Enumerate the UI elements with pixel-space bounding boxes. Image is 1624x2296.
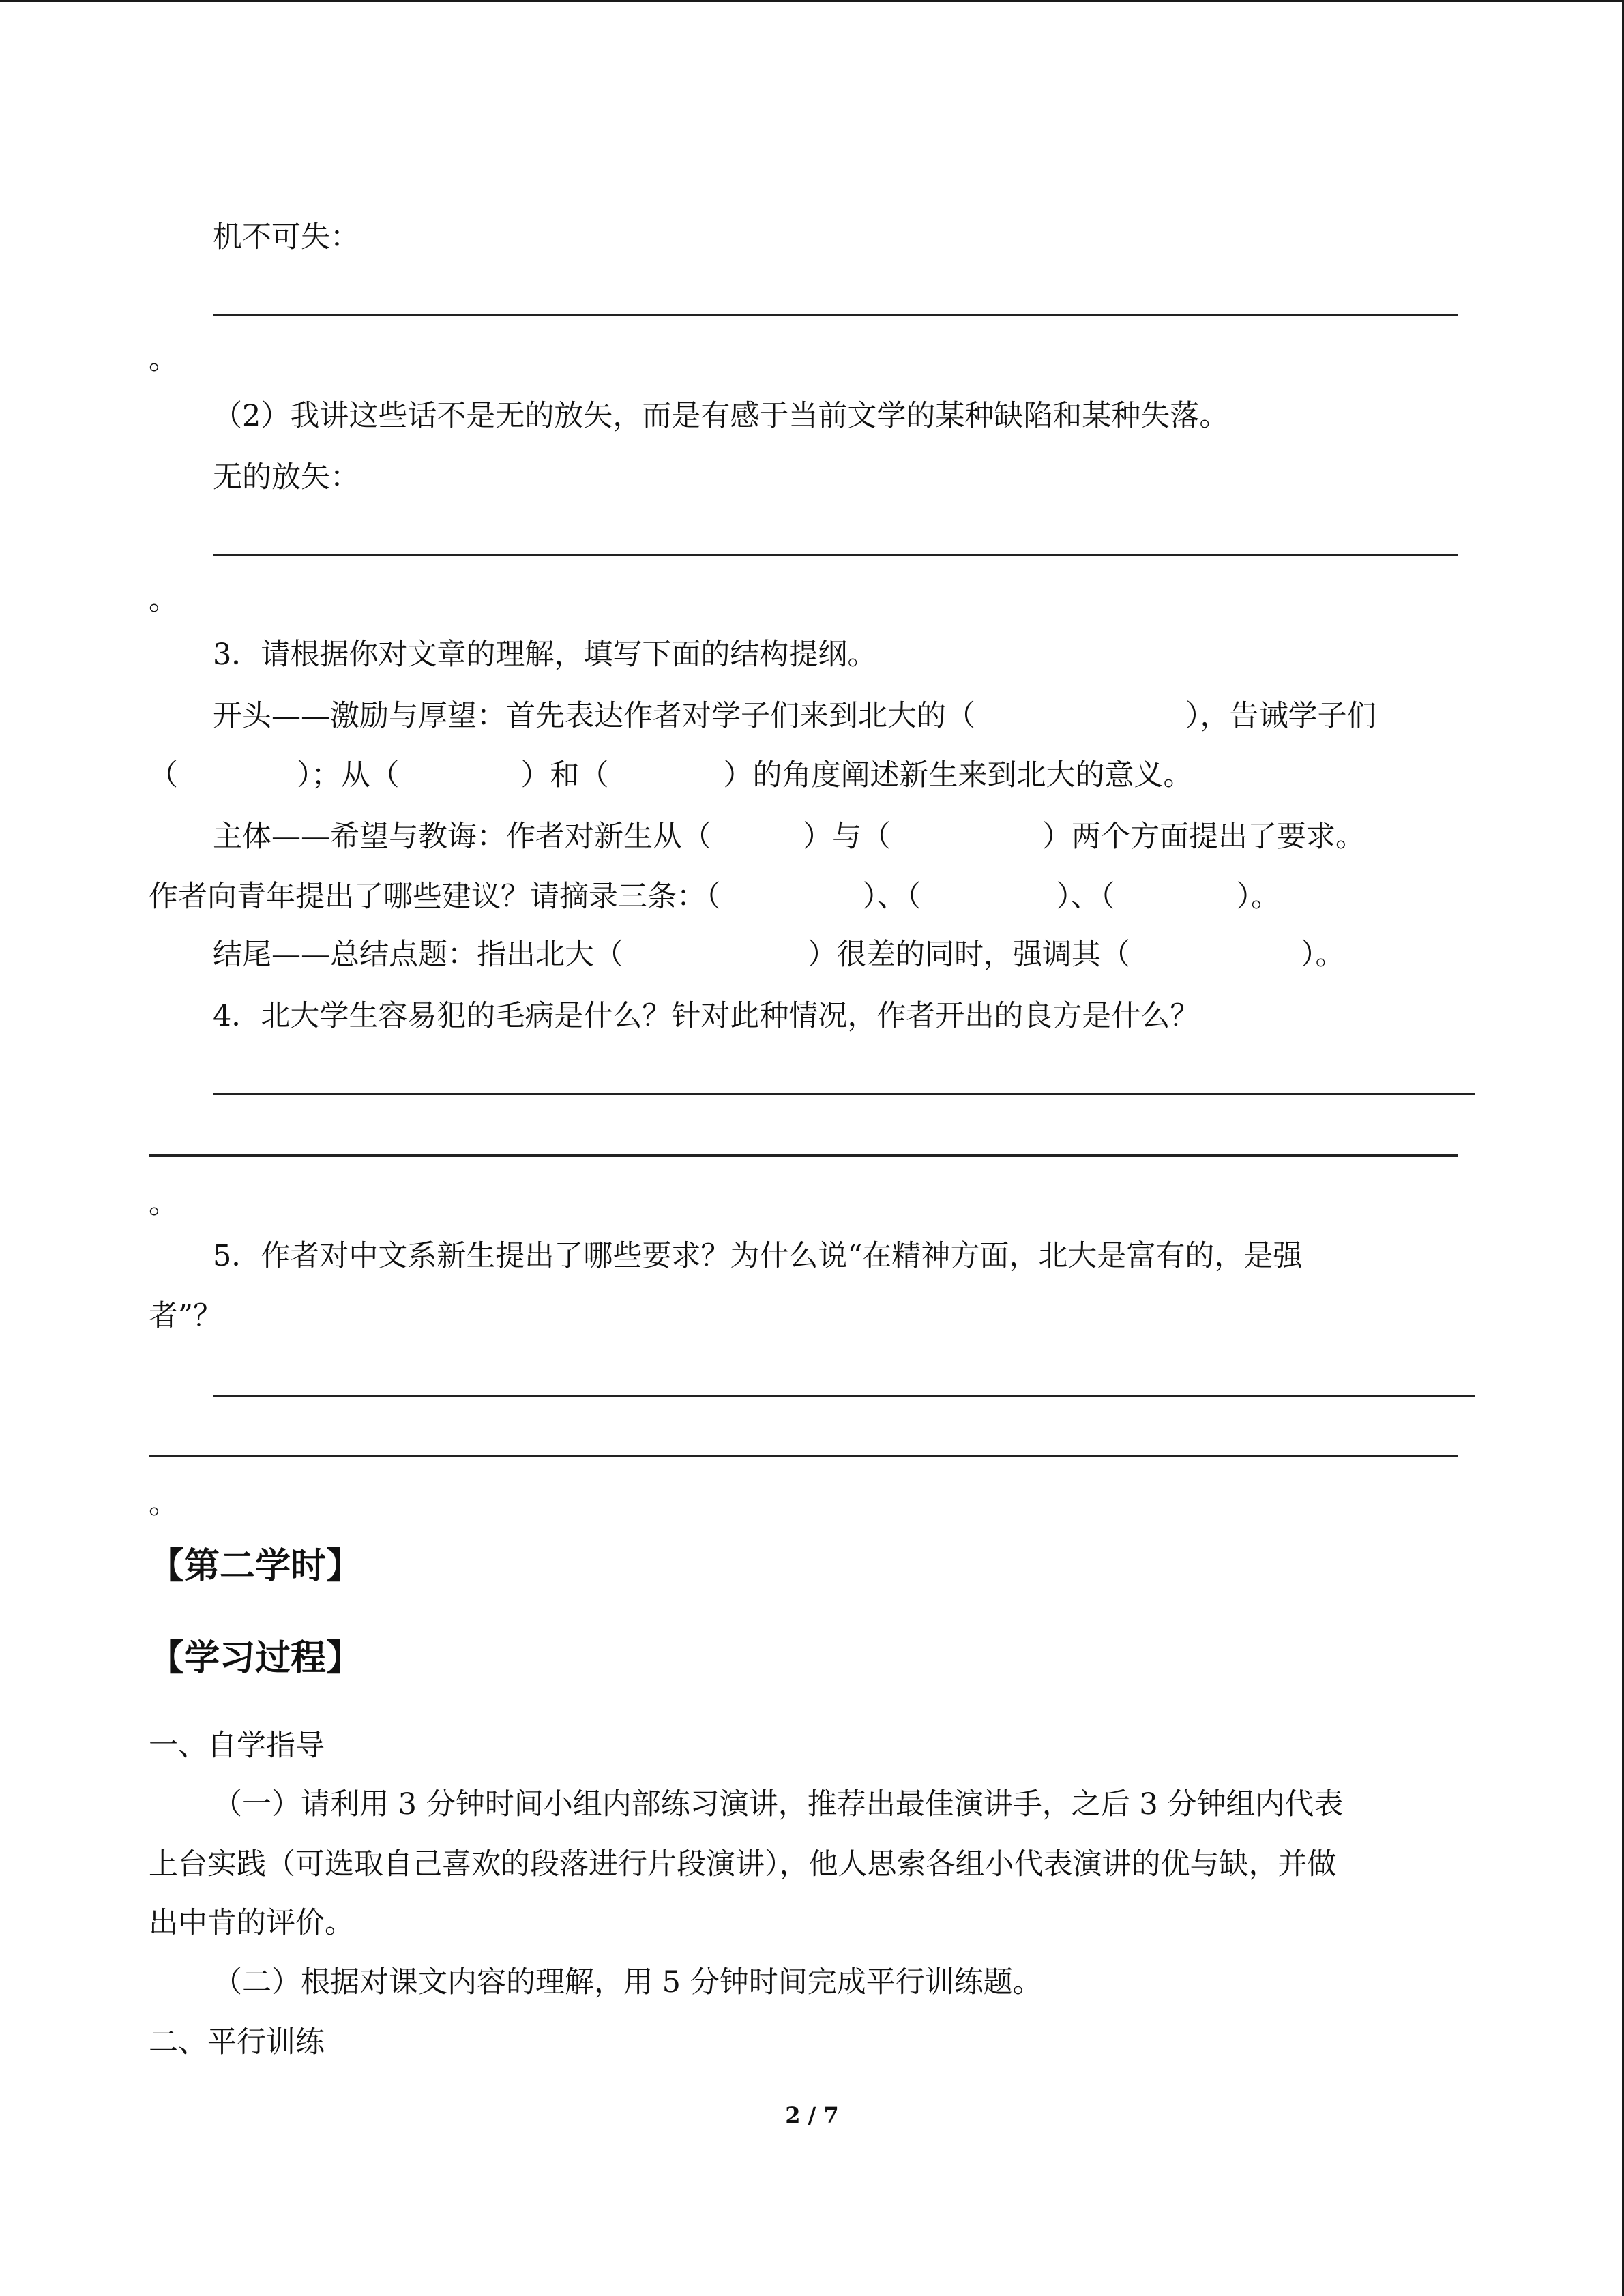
- end-mark: 。: [149, 1187, 178, 1221]
- outline-opening: [213, 696, 1376, 736]
- opening-text-f: ）的角度阐述新生来到北大的意义。: [723, 758, 1193, 792]
- body-text-b: ）与（: [803, 820, 891, 854]
- outline-ending: [213, 934, 1345, 975]
- self-study-title: 一、自学指导: [149, 1729, 325, 1763]
- question-5-prompt: 5．作者对中文系新生提出了哪些要求？为什么说“在精神方面，北大是富有的，是强: [213, 1239, 1303, 1273]
- answer-line[interactable]: [213, 1093, 1475, 1095]
- ending-text-c: ）。: [1301, 938, 1345, 972]
- question-4-prompt: 4．北大学生容易犯的毛病是什么？针对此种情况，作者开出的良方是什么？: [213, 999, 1200, 1033]
- parallel-training-title: 二、平行训练: [149, 2025, 325, 2059]
- opening-text-e: ）和（: [520, 758, 609, 792]
- opening-text-c: （: [149, 758, 178, 792]
- end-mark: 。: [149, 583, 178, 617]
- answer-line[interactable]: [213, 314, 1458, 316]
- opening-text-d: ）；从（: [297, 758, 400, 792]
- body-text-c: ）两个方面提出了要求。: [1042, 820, 1365, 854]
- ending-text-b: ）很差的同时，强调其（: [808, 938, 1130, 972]
- self-study-item1-line1: （一）请利用 3 分钟时间小组内部练习演讲，推荐出最佳演讲手，之后 3 分钟组内代表: [213, 1787, 1344, 1821]
- question-3-prompt: 3．请根据你对文章的理解，填写下面的结构提纲。: [213, 638, 877, 672]
- outline-body-cont: [149, 876, 1280, 917]
- question-5-prompt-cont: 者”？: [149, 1299, 222, 1333]
- section-heading: 【第二学时】: [149, 1546, 362, 1587]
- self-study-item2: （二）根据对课文内容的理解，用 5 分钟时间完成平行训练题。: [213, 1965, 1042, 1999]
- opening-text-b: ），告诫学子们: [1185, 699, 1376, 733]
- opening-text-a: 开头——激励与厚望：首先表达作者对学子们来到北大的（: [213, 699, 975, 733]
- body-text-a: 主体——希望与教诲：作者对新生从（: [213, 820, 711, 854]
- term-label-jibukeshi: 机不可失：: [213, 220, 359, 254]
- outline-body: [213, 816, 1365, 857]
- self-study-item1-line3: 出中肯的评价。: [149, 1906, 354, 1940]
- page-number: 2 / 7: [785, 2102, 839, 2128]
- body-text-g: ）。: [1236, 880, 1280, 914]
- self-study-item1-line2: 上台实践（可选取自己喜欢的段落进行片段演讲），他人思索各组小代表演讲的优与缺，并做: [149, 1847, 1337, 1881]
- sentence-2: （2）我讲这些话不是无的放矢，而是有感于当前文学的某种缺陷和某种失落。: [213, 399, 1229, 433]
- answer-line[interactable]: [149, 1455, 1458, 1457]
- end-mark: 。: [149, 1487, 178, 1521]
- term-label-wudifangshi: 无的放矢：: [213, 460, 359, 494]
- process-heading: 【学习过程】: [149, 1638, 362, 1679]
- body-text-d: 作者向青年提出了哪些建议？请摘录三条：（: [149, 880, 721, 914]
- outline-opening-cont: [149, 755, 1193, 796]
- answer-line[interactable]: [149, 1154, 1458, 1157]
- answer-line[interactable]: [213, 554, 1458, 556]
- answer-line[interactable]: [213, 1395, 1475, 1397]
- body-text-f: ）、（: [1056, 880, 1115, 914]
- body-text-e: ）、（: [862, 880, 921, 914]
- page-border-top: [0, 0, 1624, 2]
- end-mark: 。: [149, 342, 178, 376]
- ending-text-a: 结尾——总结点题：指出北大（: [213, 938, 623, 972]
